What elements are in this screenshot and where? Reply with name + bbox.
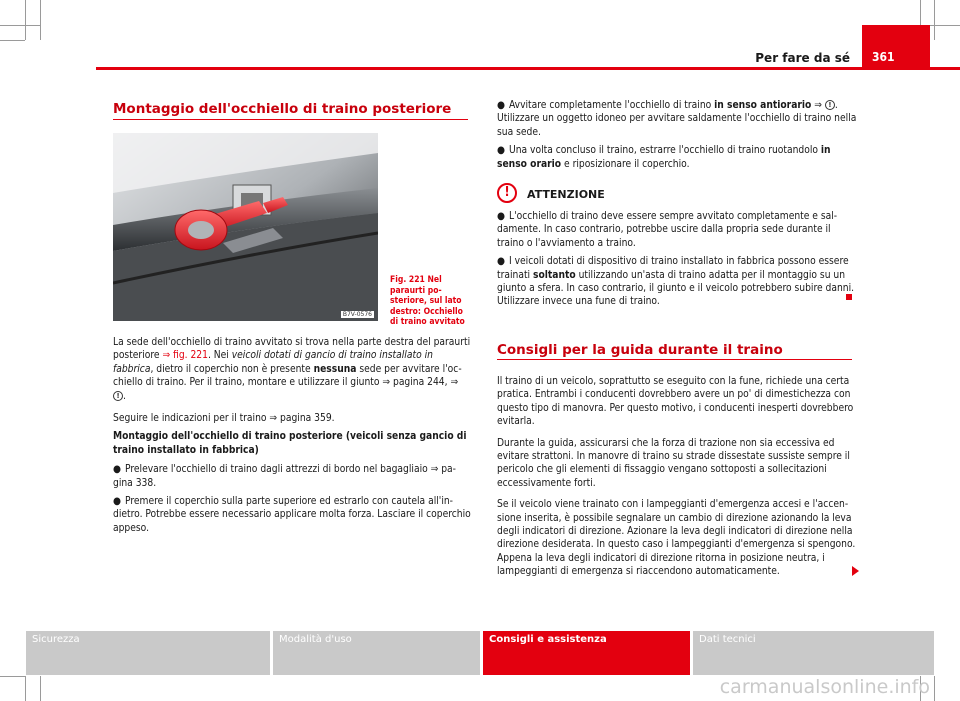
bullet: ● (497, 145, 505, 157)
bullet: ● (497, 100, 505, 111)
header-rule (96, 67, 960, 70)
figure-caption: Fig. 221 Nel paraurti posteriore, sul lato destro: Occhiello di traino avvitato (390, 275, 465, 327)
running-header: Per fare da sé (755, 51, 850, 65)
footer-tab-safety[interactable] (26, 631, 270, 675)
page-number: 361 (872, 50, 895, 64)
paragraph: Se il veicolo viene trainato con i lampeggianti d'emergenza accesi e l'accensione inserita, è possibile segnalare un cambio di direzione azionando la leva degli indicatori di direzione. Azionare la leva degli indicatori di direzione nella direzione desiderata. In questo caso i lampeggianti d'emergenza si spengono. Appena la leva degli indicatori di direzione ritorna in posizione neutra, i lampeggianti di emergenza si riaccendono automaticamente. (497, 499, 856, 578)
text-span: La sede dell'occhiello di traino avvitato si trova nella parte destra del paraurti posteriore (113, 337, 471, 362)
paragraph (113, 336, 471, 403)
crop-mark (0, 676, 25, 677)
warning-icon: ! (497, 183, 517, 203)
towing-eye-illustration (113, 133, 378, 321)
footer-tab-label: Sicurezza (32, 634, 80, 645)
warning-ref-icon[interactable]: ! (825, 100, 835, 110)
text-span: e riposizionare il coperchio. (561, 158, 690, 170)
footer-tab-label: Modalità d'uso (279, 634, 352, 645)
right-column-bottom (497, 375, 859, 584)
list-item-text: Prelevare l'occhiello di traino dagli attrezzi di bordo nel bagagliaio ⇒ pagina 338. (113, 464, 456, 489)
crop-mark (40, 0, 41, 40)
footer-tab-label: Dati tecnici (699, 634, 756, 645)
bold-text: soltanto (533, 269, 576, 281)
paragraph: Seguire le indicazioni per il traino ⇒ pagina 359. (113, 413, 335, 425)
text-span: Una volta concluso il traino, estrarre l'occhiello di traino ruotandolo (509, 145, 821, 157)
text-span: . Nei (207, 350, 232, 362)
list-item-text: Premere il coperchio sulla parte superiore ed estrarlo con cautela all'indietro. Potrebbe essere necessario applicare molta forza. Lasciare il coperchio appeso. (113, 496, 471, 534)
section-title-driving-tips: Consigli per la guida durante il traino (497, 342, 783, 358)
text-span: ⇒ (811, 100, 825, 111)
footer-tab-advice[interactable] (483, 631, 690, 675)
text-span: . Utilizzare un oggetto idoneo per avvitare saldamente l'occhiello di traino nella sua sede. (497, 100, 857, 138)
attention-body (497, 210, 857, 314)
text-span: sede per avvitare l'occhiello di traino. Per il traino, montare e utilizzare il giunto ⇒ pagina 244, ⇒ (113, 363, 462, 389)
paragraph: Durante la guida, assicurarsi che la forza di trazione non sia eccessiva ed evitare strattoni. In manovre di traino su strade dissestate sussiste sempre il pericolo che gli elementi di fissaggio vengano sottoposti a sollecitazioni eccessivamente forti. (497, 437, 850, 489)
bold-text: nessuna (313, 363, 357, 375)
attention-label: ATTENZIONE (527, 188, 605, 201)
footer-tab-operation[interactable] (273, 631, 480, 675)
text-span: Avvitare completamente l'occhiello di traino (509, 100, 715, 111)
crop-mark (0, 25, 40, 26)
crop-mark (25, 0, 26, 40)
subheading: Montaggio dell'occhiello di traino posteriore (veicoli senza gancio di traino installato in fabbrica) (113, 431, 467, 456)
watermark: carmanualsonline.info (719, 676, 930, 698)
left-column-text (113, 336, 471, 540)
bullet: ● (113, 464, 121, 476)
bullet: ● (497, 256, 505, 268)
right-column-top (497, 99, 857, 176)
figure-code: B7V-0576 (342, 311, 372, 318)
bullet: ● (113, 496, 121, 508)
continue-arrow-icon (852, 566, 859, 576)
figure-towing-eye (113, 133, 378, 321)
text-span: , dietro il coperchio non è presente (150, 363, 314, 375)
text-span: . (123, 390, 126, 402)
warning-ref-icon[interactable]: ! (113, 391, 123, 401)
crop-mark (934, 0, 935, 40)
attention-header (497, 185, 857, 205)
bold-text: in senso antiorario (714, 100, 812, 111)
crop-mark (25, 676, 26, 701)
paragraph: Il traino di un veicolo, soprattutto se eseguito con la fune, richiede una certa pratica. Entrambi i conducenti dovrebbero avere un po' di dimestichezza con questo tipo di manovra. Per questo motivo, i conducenti inesperti dovrebbero evitarla. (497, 376, 854, 428)
section-rule (497, 359, 852, 360)
footer-tab-label: Consigli e assistenza (489, 634, 607, 645)
list-item (497, 255, 857, 309)
italic-text: veicoli dotati di gancio di traino installato in fabbrica (113, 350, 433, 375)
text-span: utilizzando un'asta di traino adatta per il montaggio su un giunto a sfera. In caso contrario, il giunto e il veicolo potrebbero subire danni. Utilizzare invece una fune di traino. (497, 269, 855, 308)
list-item-text: L'occhiello di traino deve essere sempre avvitato completamente e saldamente. In caso contrario, potrebbe uscire dalla propria sede durante il traino o l'avviamento a traino. (497, 211, 838, 249)
text-span: I veicoli dotati di dispositivo di traino installato in fabbrica possono essere trainati (497, 256, 849, 281)
section-end-mark (846, 294, 852, 300)
list-item (497, 99, 857, 139)
list-item (113, 495, 471, 535)
crop-mark (40, 676, 41, 701)
crop-mark (934, 676, 935, 701)
list-item (497, 210, 857, 250)
bold-text: in senso orario (497, 145, 831, 170)
list-item (497, 144, 857, 171)
footer-tab-technical[interactable] (693, 631, 934, 675)
section-rule (113, 119, 468, 120)
figure-reference-link[interactable]: ⇒ fig. 221 (162, 350, 208, 362)
crop-mark (0, 40, 25, 41)
section-title-towing-eye: Montaggio dell'occhiello di traino posteriore (113, 101, 452, 117)
bullet: ● (497, 211, 505, 222)
list-item (113, 463, 471, 490)
